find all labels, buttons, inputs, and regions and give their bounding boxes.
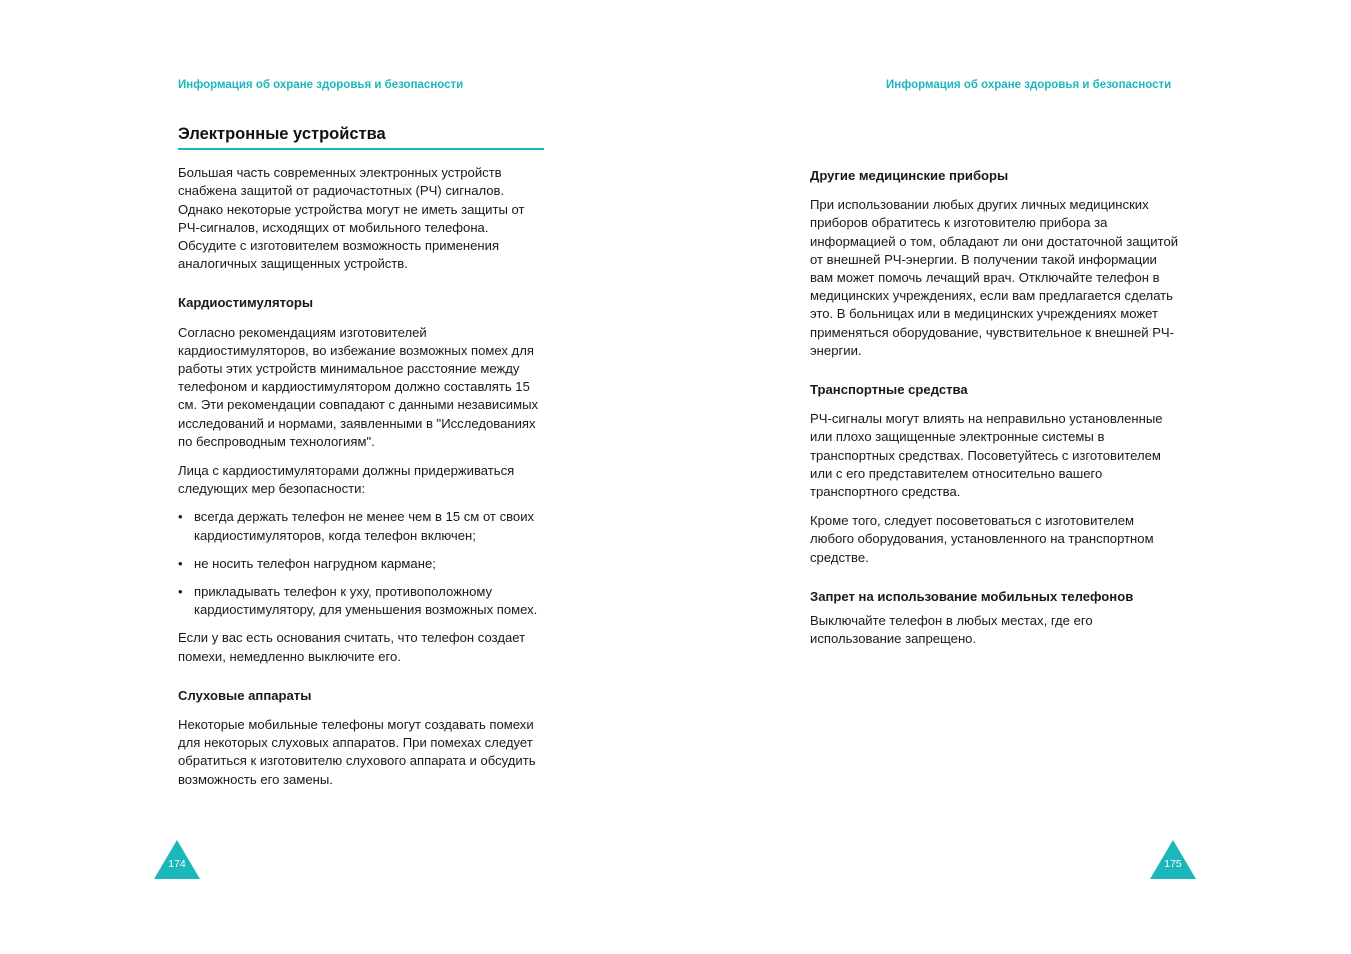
list-item: • всегда держать телефон не менее чем в 15 см от своих кардиостимуляторов, когда телефон включен; [178, 508, 548, 544]
intro-paragraph: Большая часть современных электронных устройств снабжена защитой от радиочастотных (РЧ) сигналов. Однако некоторые устройства могут не иметь защиты от РЧ-сигналов, исходящих от мобильного телефона. Обсудите с изготовителем возможность применения аналогичных защищенных устройств. [178, 165, 525, 272]
list-item: • не носить телефон нагрудном кармане; [178, 555, 548, 573]
section-title: Электронные устройства [178, 125, 544, 150]
pacemakers-paragraph-1: Согласно рекомендациям изготовителей кардиостимуляторов, во избежание возможных помех для работы этих устройств минимальное расстояние между телефоном и кардиостимулятором должно составлять 15 см. Эти рекомендации совпадают с данными независимых исследований и нормами, заявленными в "Исследованиях по беспроводным технологиям". [178, 324, 539, 449]
pacemakers-paragraph-3: Если у вас есть основания считать, что телефон создает помехи, немедленно выключите его. [178, 630, 526, 664]
pacemakers-bullet-list [178, 508, 548, 619]
page-number: 174 [168, 858, 186, 870]
page-number: 175 [1164, 858, 1182, 870]
running-head: Информация об охране здоровья и безопасности [178, 79, 464, 91]
pacemakers-heading: Кардиостимуляторы [178, 295, 314, 311]
pacemakers-paragraph-2: Лица с кардиостимуляторами должны придерживаться следующих мер безопасности: [178, 463, 515, 497]
page-number-marker [1150, 840, 1196, 880]
medical-devices-paragraph: При использовании любых других личных медицинских приборов обратитесь к изготовителю прибора за информацией о том, обладают ли они достаточной защитой от внешней РЧ-энергии. В получении такой информации вам может помочь лечащий врач. Отключайте телефон в медицинских учреждениях, если вам предлагается сделать это. В больницах или в медицинских учреждениях может применяться оборудование, чувствительное к внешней РЧ-энергии. [810, 197, 1179, 358]
vehicles-heading: Транспортные средства [810, 382, 968, 398]
right-page [675, 0, 1351, 954]
vehicles-paragraph-2: Кроме того, следует посоветоваться с изготовителем любого оборудования, установленного на транспортном средстве. [810, 513, 1154, 565]
hearing-aids-heading: Слуховые аппараты [178, 687, 312, 703]
left-column [178, 125, 548, 789]
restrictions-paragraph: Выключайте телефон в любых местах, где его использование запрещено. [810, 613, 1093, 647]
medical-devices-heading: Другие медицинские приборы [810, 168, 1009, 183]
left-page [0, 0, 675, 954]
right-column [810, 167, 1180, 648]
list-item: • прикладывать телефон к уху, противоположному кардиостимулятору, для уменьшения возможных помех. [178, 583, 548, 619]
page-number-marker [154, 840, 200, 880]
vehicles-paragraph-1: РЧ-сигналы могут влиять на неправильно установленные или плохо защищенные электронные системы в транспортных средствах. Посоветуйтесь с изготовителем или с его представителем относительно вашего транспортного средства. [810, 411, 1163, 500]
hearing-aids-paragraph: Некоторые мобильные телефоны могут создавать помехи для некоторых слуховых аппаратов. При помехах следует обратиться к изготовителю слухового аппарата и обсудить возможность его замены. [178, 717, 536, 787]
restrictions-heading: Запрет на использование мобильных телефонов [810, 588, 1134, 604]
running-head: Информация об охране здоровья и безопасности [886, 79, 1172, 91]
